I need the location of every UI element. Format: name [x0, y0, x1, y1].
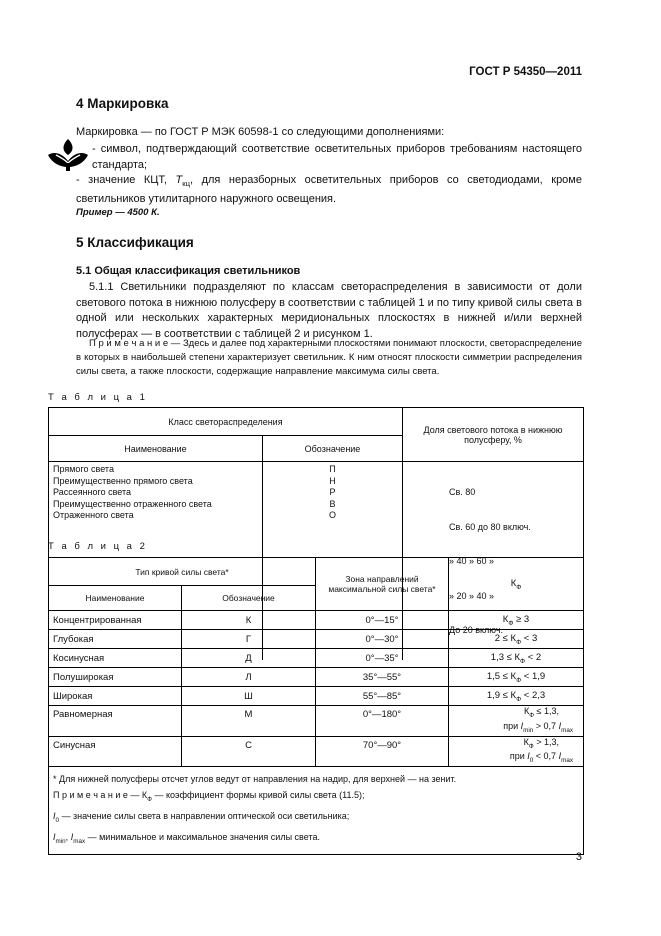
t1-value-2: » 40 » 60 »	[449, 556, 495, 566]
t1-value-0: Св. 80	[449, 487, 476, 497]
t2-note-i0	[53, 808, 579, 829]
t2-code-3: Л	[182, 668, 316, 687]
t2-k-even-l2-i2: I	[558, 720, 562, 731]
t1-name-3: Преимущественно отраженного света	[53, 498, 212, 509]
t2-k-even-l2-sub1: min	[523, 726, 534, 734]
cct-symbol: T	[175, 174, 183, 186]
t2-zone-sin: 70°—90°	[316, 736, 449, 767]
cct-text-pre: - значение КЦТ,	[76, 174, 176, 186]
t2-zone-2: 0°—35°	[316, 649, 449, 668]
t2-code-2: Д	[182, 649, 316, 668]
t2-code-1: Г	[182, 630, 316, 649]
t2-k-3	[449, 668, 584, 687]
t2-k-1	[449, 630, 584, 649]
t2-k-3-pre: 1,5 ≤ К	[486, 670, 517, 682]
t2-note-k	[53, 787, 579, 808]
t2-k-0-sub: Ф	[508, 619, 514, 627]
t2-code-4: Ш	[182, 687, 316, 706]
subsection-5-1-title: 5.1 Общая классификация светильников	[76, 265, 301, 277]
t1-code-0: П	[329, 464, 336, 474]
t2-zone-4: 55°—85°	[316, 687, 449, 706]
t2-col-code: Обозначение	[182, 586, 316, 611]
t2-k-even-l1-post: ≤ 1,3,	[534, 706, 559, 716]
t1-value-3: » 20 » 40 »	[449, 590, 495, 601]
t2-row	[49, 668, 584, 687]
t1-col-share: Доля светового потока в нижнюю полусферу, %	[403, 408, 584, 462]
t2-row	[49, 736, 584, 767]
t2-row	[49, 649, 584, 668]
t2-k-1-pre: 2 ≤ К	[494, 632, 517, 644]
t2-row	[49, 611, 584, 630]
t2-row	[49, 706, 584, 737]
t2-note-minmax-text: — минимальное и максимальное значения силы света.	[85, 831, 320, 842]
t2-k-even-l1-sub: Ф	[529, 711, 535, 719]
t2-k-4-pre: 1,9 ≤ К	[486, 689, 517, 701]
t2-name-3: Полуширокая	[49, 668, 182, 687]
t2-k-even	[449, 706, 584, 737]
t2-note-i0-sym: I	[53, 810, 56, 821]
t2-notes	[49, 767, 584, 854]
t2-k-0-pre: К	[502, 613, 509, 625]
t1-value-1: Св. 60 до 80 включ.	[449, 521, 531, 532]
note-label: П р и м е ч а н и е	[89, 338, 169, 349]
t2-k-even-l2-i: I	[520, 720, 524, 731]
t2-note-k-sub: Ф	[147, 795, 152, 803]
table-1-caption: Т а б л и ц а 1	[48, 392, 148, 403]
t1-name-2: Рассеянного света	[53, 487, 132, 497]
t2-note-k-text: — коэффициент формы кривой силы света (11.5);	[151, 790, 365, 801]
t1-col-code: Обозначение	[263, 436, 403, 462]
t2-col-name: Наименование	[49, 586, 182, 611]
marking-item-cct	[76, 173, 582, 207]
t2-note-imax-sym: I	[70, 831, 74, 842]
t2-k-even-l2-mid: > 0,7	[533, 720, 559, 731]
t2-note-i0-text: — значение силы света в направлении оптической оси светильника;	[59, 810, 350, 821]
marking-example: Пример — 4500 К.	[76, 207, 160, 218]
t2-code-even: М	[182, 706, 316, 737]
t2-k-4	[449, 687, 584, 706]
t2-k-2	[449, 649, 584, 668]
t2-zone-0: 0°—15°	[316, 611, 449, 630]
t2-k-0	[449, 611, 584, 630]
t2-name-1: Глубокая	[49, 630, 182, 649]
section-5-title: 5 Классификация	[76, 235, 194, 250]
t2-k-4-post: < 2,3	[521, 689, 546, 701]
t2-note-label: П р и м е ч а н и е	[53, 790, 128, 801]
t2-name-2: Косинусная	[49, 649, 182, 668]
t2-footnote: * Для нижней полусферы отсчет углов ведут от направления на надир, для верхней — на зенит.	[53, 774, 457, 785]
t2-col-k	[449, 558, 584, 611]
t2-k-1-post: < 3	[521, 632, 538, 644]
t2-col-k-sub: Ф	[516, 583, 522, 591]
t2-name-sin: Синусная	[49, 736, 182, 767]
t2-name-0: Концентрированная	[49, 611, 182, 630]
marking-intro: Маркировка — по ГОСТ Р МЭК 60598-1 со следующими дополнениями:	[76, 126, 445, 138]
t2-k-even-l2-pre: при	[503, 720, 521, 731]
t2-k-sin-l2-pre: при	[509, 751, 528, 762]
document-number: ГОСТ Р 54350—2011	[469, 66, 582, 78]
t2-k-sin-l2-mid: < 0,7	[533, 751, 559, 762]
t2-note-imax-sub: max	[73, 837, 86, 845]
table-2-caption: Т а б л и ц а 2	[48, 541, 148, 552]
t2-note-imin-sym: I	[53, 831, 56, 842]
t2-k-sin	[449, 736, 584, 767]
table-2	[48, 557, 584, 855]
t2-group-header: Тип кривой силы света*	[49, 558, 316, 586]
t2-k-sin-l2-sub1: 0	[529, 757, 534, 765]
note-text: — Здесь и далее под характерными плоскостями понимают плоскости, светораспределение в которых в наибольшей степени характеризует светильник. К ним относят плоскости симметрии распределения силы света, а также плоскости, содержащие направление максимума силы света.	[76, 338, 582, 377]
t1-group-header: Класс светораспределения	[49, 408, 403, 436]
t2-k-1-sub: Ф	[516, 638, 522, 646]
t2-row	[49, 630, 584, 649]
t2-k-2-sub: Ф	[520, 657, 526, 665]
t2-k-3-sub: Ф	[516, 676, 522, 684]
t2-k-sin-l1-sub: Ф	[528, 742, 534, 750]
t2-k-sin-l2-i2: I	[558, 751, 562, 762]
t1-code-3: В	[329, 498, 336, 509]
t2-k-0-post: ≥ 3	[513, 613, 530, 625]
t2-note-imin-sub: min	[55, 837, 66, 845]
t2-code-0: К	[182, 611, 316, 630]
t2-zone-even: 0°—180°	[316, 706, 449, 737]
t1-code-2: Р	[329, 487, 336, 497]
t2-k-3-post: < 1,9	[521, 670, 546, 682]
cct-symbol-sub: кц	[182, 179, 191, 189]
t2-col-zone: Зона направлений максимальной силы света*	[316, 558, 449, 611]
t2-k-even-l2-sub2: max	[561, 726, 573, 734]
t1-code-1: Н	[329, 475, 336, 486]
t2-k-2-post: < 2	[525, 651, 542, 663]
t1-code-4: О	[328, 510, 336, 520]
t2-name-even: Равномерная	[49, 706, 182, 737]
t2-col-k-label: К	[510, 577, 517, 589]
t1-name-4: Отраженного света	[53, 510, 134, 520]
t2-k-even-l1-pre: К	[524, 706, 530, 716]
t2-k-2-pre: 1,3 ≤ К	[490, 651, 521, 663]
t1-name-1: Преимущественно прямого света	[53, 475, 193, 486]
marking-item-symbol: - символ, подтверждающий соответствие осветительных приборов требованиям настоящего стандарта;	[92, 143, 582, 171]
t2-note-minmax: $I_{min}$, $I_{max}$ — минимальное и максимальное значения силы света.	[53, 831, 320, 845]
t2-name-4: Широкая	[49, 687, 182, 706]
t2-k-sin-l1-pre: К	[523, 736, 529, 747]
t2-zone-1: 0°—30°	[316, 630, 449, 649]
t1-value-4: До 20 включ.	[449, 625, 504, 635]
t2-k-sin-l1-post: > 1,3,	[533, 736, 559, 747]
t2-note-i0-sub: 0	[55, 816, 60, 824]
t2-k-sin-l2-i: I	[527, 751, 530, 762]
section-4-title: 4 Маркировка	[76, 96, 169, 111]
t2-row	[49, 687, 584, 706]
certification-symbol-icon	[44, 137, 92, 173]
paragraph-5-1-1: 5.1.1 Светильники подразделяют по классам светораспределения в зависимости от доли светового потока в нижнюю полусферу в соответствии с таблицей 1 и по типу кривой силы света в одной или нескольких характерных меридиональных плоскостях в нижней и/или верхней полусферах — в соответствии с таблицей 2 и рисунком 1.	[76, 281, 582, 340]
t2-k-sin-l2-sub2: max	[561, 757, 573, 765]
t1-name-0: Прямого света	[53, 464, 114, 474]
page-number: 3	[575, 851, 582, 863]
t2-note-k-sym: — К	[127, 790, 148, 801]
note-5-1-1	[76, 337, 582, 379]
t2-k-4-sub: Ф	[516, 695, 522, 703]
cct-text-post: , для неразборных осветительных приборов со светодиодами, кроме светильников утилитарного наружного освещения.	[76, 174, 582, 205]
t2-code-sin: С	[182, 736, 316, 767]
t2-zone-3: 35°—55°	[316, 668, 449, 687]
t1-col-name: Наименование	[49, 436, 263, 462]
